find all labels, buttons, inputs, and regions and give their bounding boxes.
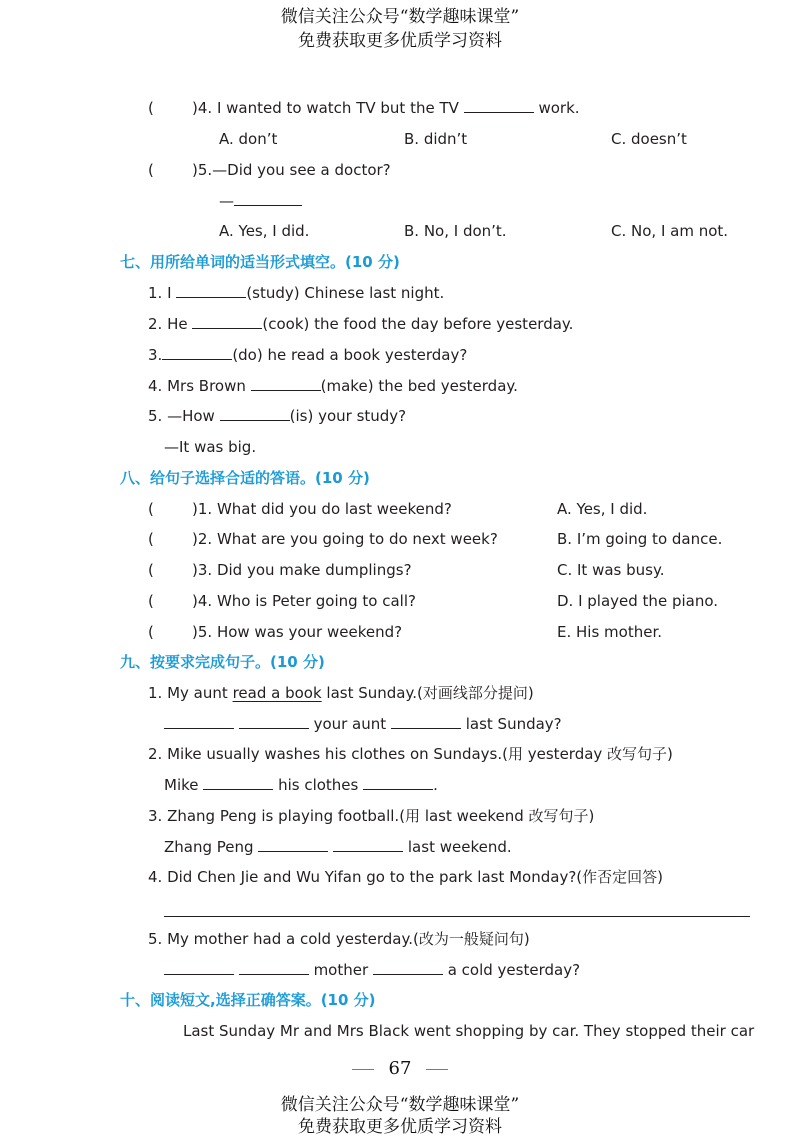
sec9-q4: [148, 867, 663, 887]
item-number: 2.: [148, 315, 163, 333]
question-text: 1. What did you do last weekend?: [197, 500, 452, 518]
sec7-item-1: [148, 283, 444, 303]
q-text: —Did you see a doctor?: [212, 161, 391, 179]
underlined-phrase: read a book: [232, 684, 322, 702]
sec9-q3: [148, 806, 594, 826]
item-post: he read a book yesterday?: [267, 346, 468, 364]
item-number: 1.: [148, 284, 163, 302]
q-instruction: (作否定回答): [576, 868, 663, 886]
question-text: 2. What are you going to do next week?: [197, 530, 498, 548]
sec9-q2-answer: [164, 775, 438, 795]
answer-blank[interactable]: [164, 960, 234, 975]
sec7-item-5-answer: —It was big.: [164, 438, 257, 456]
paren-close: ): [192, 623, 198, 641]
q-instruction: (对画线部分提问): [417, 684, 534, 702]
word-hint: (make): [320, 377, 374, 395]
sec8-answer-b: B. I’m going to dance.: [557, 530, 723, 548]
dash: —: [219, 192, 234, 210]
sec6-q4-option-c[interactable]: C. doesn’t: [611, 130, 687, 148]
section-7-title: 七、用所给单词的适当形式填空。(10 分): [120, 253, 400, 271]
paren-open: (: [148, 623, 154, 641]
answer-text: your aunt: [313, 715, 387, 733]
section-10-title: 十、阅读短文,选择正确答案。(10 分): [120, 991, 376, 1009]
paren-open: (: [148, 99, 154, 117]
question-text: 3. Did you make dumplings?: [197, 561, 412, 579]
sec8-question-1: [148, 499, 452, 519]
word-hint: (do): [232, 346, 263, 364]
question-text: 5. How was your weekend?: [197, 623, 403, 641]
sec9-q2: [148, 744, 673, 764]
sec9-q4-answer-line[interactable]: [164, 916, 750, 917]
section-9-title: 九、按要求完成句子。(10 分): [120, 653, 325, 671]
q-text: 3. Zhang Peng is playing football.: [148, 807, 400, 825]
watermark-top-line1: 微信关注公众号“数学趣味课堂”: [280, 7, 520, 27]
q-number: 1.: [148, 684, 163, 702]
answer-blank[interactable]: [391, 714, 461, 729]
item-post: the bed yesterday.: [378, 377, 518, 395]
sec10-passage-line: Last Sunday Mr and Mrs Black went shopping by car. They stopped their car: [183, 1022, 755, 1040]
q-number: 4.: [197, 99, 213, 117]
sec6-q5: [148, 160, 391, 180]
sec8-question-3: [148, 560, 412, 580]
item-pre: Mrs Brown: [167, 377, 246, 395]
answer-blank[interactable]: [239, 960, 309, 975]
q-text: 5. My mother had a cold yesterday.: [148, 930, 413, 948]
answer-blank[interactable]: [164, 714, 234, 729]
sec6-q5-option-a[interactable]: A. Yes, I did.: [219, 222, 310, 240]
q-text: 4. Did Chen Jie and Wu Yifan go to the park last Monday?: [148, 868, 577, 886]
answer-blank[interactable]: [239, 714, 309, 729]
word-hint: (cook): [262, 315, 310, 333]
word-hint: (is): [289, 407, 314, 425]
watermark-bottom-line2: 免费获取更多优质学习资料: [298, 1117, 502, 1137]
paren-open: (: [148, 500, 154, 518]
page-number-dash-right: [426, 1069, 448, 1070]
paren-close: ): [192, 592, 198, 610]
sec7-item-2: [148, 314, 573, 334]
answer-blank[interactable]: [258, 837, 328, 852]
q-text: I wanted to watch TV but the TV: [216, 99, 459, 117]
sec9-q1-answer: [164, 714, 562, 734]
item-number: 4.: [148, 377, 163, 395]
watermark-bottom-line1: 微信关注公众号“数学趣味课堂”: [280, 1095, 520, 1115]
paren-close: ): [192, 99, 198, 117]
paren-open: (: [148, 592, 154, 610]
answer-text-end: last weekend.: [407, 838, 512, 856]
paren-close: ): [192, 561, 198, 579]
sec8-answer-a: A. Yes, I did.: [557, 500, 648, 518]
item-post: the food the day before yesterday.: [314, 315, 574, 333]
answer-blank[interactable]: [363, 775, 433, 790]
sec8-answer-c: C. It was busy.: [557, 561, 665, 579]
word-hint: (study): [246, 284, 300, 302]
q-instruction: (改为一般疑问句): [413, 930, 530, 948]
answer-blank[interactable]: [176, 283, 246, 298]
item-pre: —How: [167, 407, 215, 425]
sec6-q5-option-b[interactable]: B. No, I don’t.: [404, 222, 507, 240]
sec6-q4-option-a[interactable]: A. don’t: [219, 130, 278, 148]
sec8-question-2: [148, 529, 498, 549]
sec6-q5-option-c[interactable]: C. No, I am not.: [611, 222, 729, 240]
answer-blank[interactable]: [162, 345, 232, 360]
item-number: 3.: [148, 346, 163, 364]
sec8-question-5: [148, 622, 402, 642]
sec9-q5-answer: [164, 960, 580, 980]
question-text: 4. Who is Peter going to call?: [197, 592, 416, 610]
sec7-item-4: [148, 376, 518, 396]
q-text: My aunt: [167, 684, 228, 702]
q-number: 5.: [197, 161, 213, 179]
answer-blank[interactable]: [251, 376, 321, 391]
sec8-question-4: [148, 591, 416, 611]
answer-blank[interactable]: [373, 960, 443, 975]
answer-blank[interactable]: [203, 775, 273, 790]
item-pre: I: [167, 284, 172, 302]
sec9-q1: [148, 683, 534, 703]
watermark-top-line2: 免费获取更多优质学习资料: [298, 31, 502, 51]
answer-text: Zhang Peng: [164, 838, 254, 856]
q-text: 2. Mike usually washes his clothes on Sundays.: [148, 745, 503, 763]
q-instruction: (用 yesterday 改写句子): [502, 745, 673, 763]
answer-text: his clothes: [278, 776, 359, 794]
answer-blank[interactable]: [192, 314, 262, 329]
sec6-q4-option-b[interactable]: B. didn’t: [404, 130, 468, 148]
sec9-q5: [148, 929, 530, 949]
sec8-answer-e: E. His mother.: [557, 623, 663, 641]
item-post: Chinese last night.: [304, 284, 445, 302]
answer-blank[interactable]: [333, 837, 403, 852]
paren-close: ): [192, 530, 198, 548]
answer-blank[interactable]: [220, 406, 290, 421]
q-text-end: last Sunday.: [326, 684, 418, 702]
paren-open: (: [148, 561, 154, 579]
sec9-q3-answer: [164, 837, 512, 857]
paren-close: ): [192, 161, 198, 179]
item-pre: He: [167, 315, 188, 333]
item-number: 5.: [148, 407, 163, 425]
answer-text: Mike: [164, 776, 199, 794]
sec8-answer-d: D. I played the piano.: [557, 592, 719, 610]
answer-text: mother: [313, 961, 369, 979]
paren-open: (: [148, 161, 154, 179]
item-post: your study?: [318, 407, 407, 425]
page-number: 67: [388, 1058, 412, 1079]
q-text-end: work.: [538, 99, 580, 117]
q-instruction: (用 last weekend 改写句子): [399, 807, 595, 825]
sec6-q4: [148, 98, 580, 118]
answer-text-end: .: [433, 776, 438, 794]
paren-open: (: [148, 530, 154, 548]
section-8-title: 八、给句子选择合适的答语。(10 分): [120, 469, 370, 487]
paren-close: ): [192, 500, 198, 518]
answer-text-end: last Sunday?: [465, 715, 562, 733]
sec7-item-3: [148, 345, 467, 365]
sec6-q5-answer-line: [219, 191, 302, 211]
sec7-item-5: [148, 406, 406, 426]
answer-blank[interactable]: [464, 98, 534, 113]
answer-blank[interactable]: [234, 191, 302, 206]
answer-text-end: a cold yesterday?: [447, 961, 581, 979]
